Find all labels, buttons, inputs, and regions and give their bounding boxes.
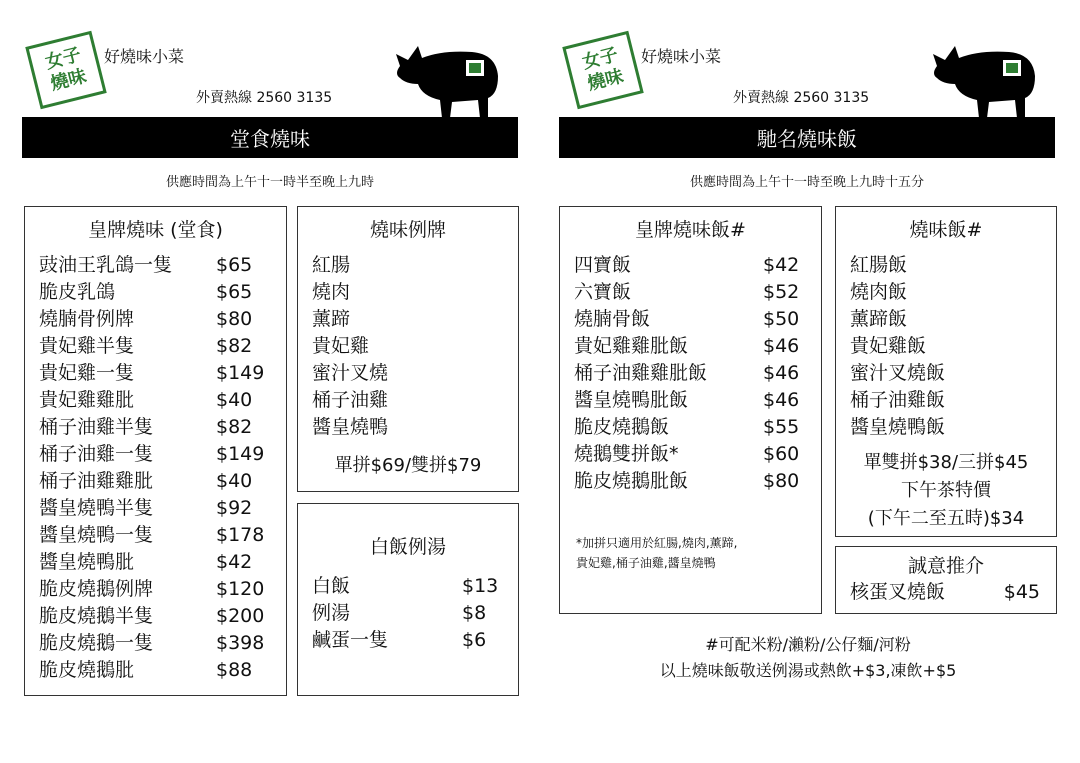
brand-logo — [562, 31, 643, 110]
recommend-box — [835, 546, 1057, 614]
menu-item-name: 脆皮燒鵝肶 — [39, 659, 135, 681]
signature-rice-box — [559, 206, 822, 614]
signature-rice-list — [574, 252, 803, 495]
tea-special-time: (下午二至五時)$34 — [867, 508, 1025, 529]
menu-item-name: 例湯 — [312, 602, 351, 624]
brand-logo — [25, 31, 106, 110]
menu-row — [39, 603, 272, 630]
menu-item-name: 脆皮燒鵝例牌 — [39, 578, 154, 600]
menu-item-name: 燒肉 — [312, 281, 351, 303]
menu-item-price: $46 — [763, 362, 800, 384]
menu-item-name: 蜜汁叉燒飯 — [850, 362, 946, 384]
pig-silhouette-icon — [929, 36, 1039, 120]
recommend-price: $45 — [1003, 581, 1040, 603]
rice-soup-list — [312, 573, 502, 654]
menu-item-name: 脆皮燒鵝飯 — [574, 416, 670, 438]
menu-item-name: 豉油王乳鴿一隻 — [39, 254, 173, 276]
menu-item-name: 桶子油雞 — [312, 389, 389, 411]
menu-item-name: 貴妃雞半隻 — [39, 335, 135, 357]
menu-row — [39, 279, 272, 306]
menu-item-name: 醬皇燒鴨肶 — [39, 551, 135, 573]
logo-line-1: 女子 — [580, 44, 621, 74]
menu-item-name: 桶子油雞半隻 — [39, 416, 154, 438]
menu-row — [39, 549, 272, 576]
menu-item-name: 燒腩骨例牌 — [39, 308, 135, 330]
menu-item-name: 醬皇燒鴨 — [312, 416, 389, 438]
logo-line-2: 燒味 — [48, 65, 89, 95]
bbq-portion-box — [297, 206, 519, 492]
menu-item-name: 鹹蛋一隻 — [312, 629, 389, 651]
combo-note-line-1: *加拼只適用於紅腸,燒肉,薰蹄, — [576, 536, 738, 550]
bbq-rice-hours: 供應時間為上午十一時至晚上九時十五分 — [689, 175, 924, 190]
menu-item-name: 脆皮乳鴿 — [39, 281, 116, 303]
hotline: 外賣熱線 2560 3135 — [733, 90, 870, 106]
bbq-rice-box — [835, 206, 1057, 537]
menu-item-name: 貴妃雞一隻 — [39, 362, 135, 384]
menu-item-name: 燒腩骨飯 — [574, 308, 651, 330]
menu-item-name: 薰蹄飯 — [850, 308, 908, 330]
menu-row — [312, 627, 502, 654]
bbq-portion-title: 燒味例牌 — [369, 219, 446, 241]
menu-item-price: $92 — [216, 497, 253, 519]
menu-item-name: 燒鵝雙拼飯* — [574, 443, 679, 465]
bbq-rice-prices — [836, 449, 1056, 533]
shop-name: 好燒味小菜 — [641, 47, 722, 66]
signature-rice-title: 皇牌燒味飯# — [635, 219, 746, 241]
menu-row — [574, 279, 803, 306]
signature-bbq-title: 皇牌燒味 (堂食) — [88, 219, 223, 241]
bbq-portion-list — [312, 252, 504, 441]
menu-item-price: $149 — [216, 443, 265, 465]
menu-row — [39, 360, 272, 387]
menu-row — [574, 306, 803, 333]
menu-item-price: $88 — [216, 659, 253, 681]
logo-line-1: 女子 — [43, 44, 84, 74]
tea-special-line: 下午茶特價 — [901, 480, 991, 501]
menu-item-price: $46 — [763, 389, 800, 411]
menu-item-name: 四寶飯 — [574, 254, 632, 276]
menu-item-price: $80 — [763, 470, 800, 492]
menu-item-name: 醬皇燒鴨飯 — [850, 416, 946, 438]
menu-item-price: $82 — [216, 416, 253, 438]
menu-item-price: $6 — [462, 629, 487, 651]
menu-row — [39, 576, 272, 603]
menu-item-name: 薰蹄 — [312, 308, 351, 330]
menu-item-name: 脆皮燒鵝半隻 — [39, 605, 154, 627]
menu-item-name: 桶子油雞一隻 — [39, 443, 154, 465]
bbq-rice-title-bar: 馳名燒味飯 — [559, 117, 1055, 158]
bbq-portion-price: 單拼$69/雙拼$79 — [334, 455, 482, 476]
signature-bbq-box — [24, 206, 287, 696]
menu-item-name: 醬皇燒鴨一隻 — [39, 524, 154, 546]
menu-row — [39, 657, 272, 684]
rice-soup-title: 白飯例湯 — [369, 536, 446, 558]
menu-item-price: $65 — [216, 254, 253, 276]
dine-in-title-bar: 堂食燒味 — [22, 117, 518, 158]
rice-soup-box — [297, 503, 519, 696]
menu-item-name: 貴妃雞雞肶飯 — [574, 335, 689, 357]
menu-item-price: $46 — [763, 335, 800, 357]
menu-row — [39, 441, 272, 468]
logo-line-2: 燒味 — [585, 65, 626, 95]
menu-item-price: $65 — [216, 281, 253, 303]
menu-row — [39, 387, 272, 414]
recommend-title: 誠意推介 — [907, 555, 984, 577]
shop-name: 好燒味小菜 — [104, 47, 185, 66]
menu-item-name: 紅腸 — [312, 254, 351, 276]
menu-item-name: 貴妃雞雞肶 — [39, 389, 135, 411]
menu-row — [574, 468, 803, 495]
right-menu-panel — [537, 0, 1040, 763]
menu-row — [39, 495, 272, 522]
pig-silhouette-icon — [392, 36, 502, 120]
menu-item-name: 醬皇燒鴨半隻 — [39, 497, 154, 519]
menu-item-price: $13 — [462, 575, 499, 597]
recommend-row — [850, 579, 1040, 606]
menu-item-price: $40 — [216, 470, 253, 492]
hotline: 外賣熱線 2560 3135 — [196, 90, 333, 106]
menu-item-name: 紅腸飯 — [850, 254, 908, 276]
menu-item-name: 醬皇燒鴨肶飯 — [574, 389, 689, 411]
menu-row — [312, 600, 502, 627]
menu-row — [39, 522, 272, 549]
bbq-rice-price-line: 單雙拼$38/三拼$45 — [863, 452, 1029, 473]
combo-note-line-2: 貴妃雞,桶子油雞,醬皇燒鴨 — [576, 556, 716, 570]
combo-note — [576, 533, 737, 573]
drink-offer-note: 以上燒味飯敬送例湯或熱飲+$3,凍飲+$5 — [659, 661, 957, 680]
menu-item-name: 脆皮燒鵝一隻 — [39, 632, 154, 654]
menu-item-price: $178 — [216, 524, 265, 546]
menu-item-price: $398 — [216, 632, 265, 654]
menu-item-name: 桶子油雞雞肶飯 — [574, 362, 708, 384]
menu-row — [39, 630, 272, 657]
menu-row — [39, 333, 272, 360]
menu-item-name: 貴妃雞飯 — [850, 335, 927, 357]
menu-item-price: $80 — [216, 308, 253, 330]
menu-item-price: $52 — [763, 281, 800, 303]
menu-item-name: 桶子油雞飯 — [850, 389, 946, 411]
menu-row — [574, 414, 803, 441]
menu-row — [574, 333, 803, 360]
menu-item-price: $55 — [763, 416, 800, 438]
menu-item-name: 桶子油雞雞肶 — [39, 470, 154, 492]
menu-item-price: $42 — [763, 254, 800, 276]
menu-row — [574, 441, 803, 468]
menu-item-name: 燒肉飯 — [850, 281, 908, 303]
menu-row — [574, 387, 803, 414]
menu-item-name: 脆皮燒鵝肶飯 — [574, 470, 689, 492]
bbq-rice-title: 燒味飯# — [909, 219, 983, 241]
menu-item-name: 六寶飯 — [574, 281, 632, 303]
footer-notes — [559, 632, 1057, 684]
bbq-rice-list — [850, 252, 1042, 441]
menu-item-price: $82 — [216, 335, 253, 357]
menu-item-price: $50 — [763, 308, 800, 330]
menu-item-price: $40 — [216, 389, 253, 411]
menu-row — [574, 360, 803, 387]
menu-row — [312, 573, 502, 600]
menu-row — [39, 414, 272, 441]
menu-item-price: $149 — [216, 362, 265, 384]
menu-item-name: 貴妃雞 — [312, 335, 370, 357]
menu-row — [39, 468, 272, 495]
noodle-option-note: #可配米粉/瀨粉/公仔麵/河粉 — [705, 635, 911, 654]
menu-item-price: $60 — [763, 443, 800, 465]
left-menu-panel — [0, 0, 500, 763]
menu-item-name: 白飯 — [312, 575, 351, 597]
menu-item-name: 蜜汁叉燒 — [312, 362, 389, 384]
menu-item-price: $200 — [216, 605, 265, 627]
signature-bbq-list — [39, 252, 272, 684]
menu-row — [39, 252, 272, 279]
menu-item-price: $8 — [462, 602, 487, 624]
recommend-item: 核蛋叉燒飯 — [850, 581, 946, 603]
menu-item-price: $120 — [216, 578, 265, 600]
menu-row — [39, 306, 272, 333]
menu-row — [574, 252, 803, 279]
dine-in-hours: 供應時間為上午十一時半至晚上九時 — [165, 175, 374, 190]
menu-item-price: $42 — [216, 551, 253, 573]
